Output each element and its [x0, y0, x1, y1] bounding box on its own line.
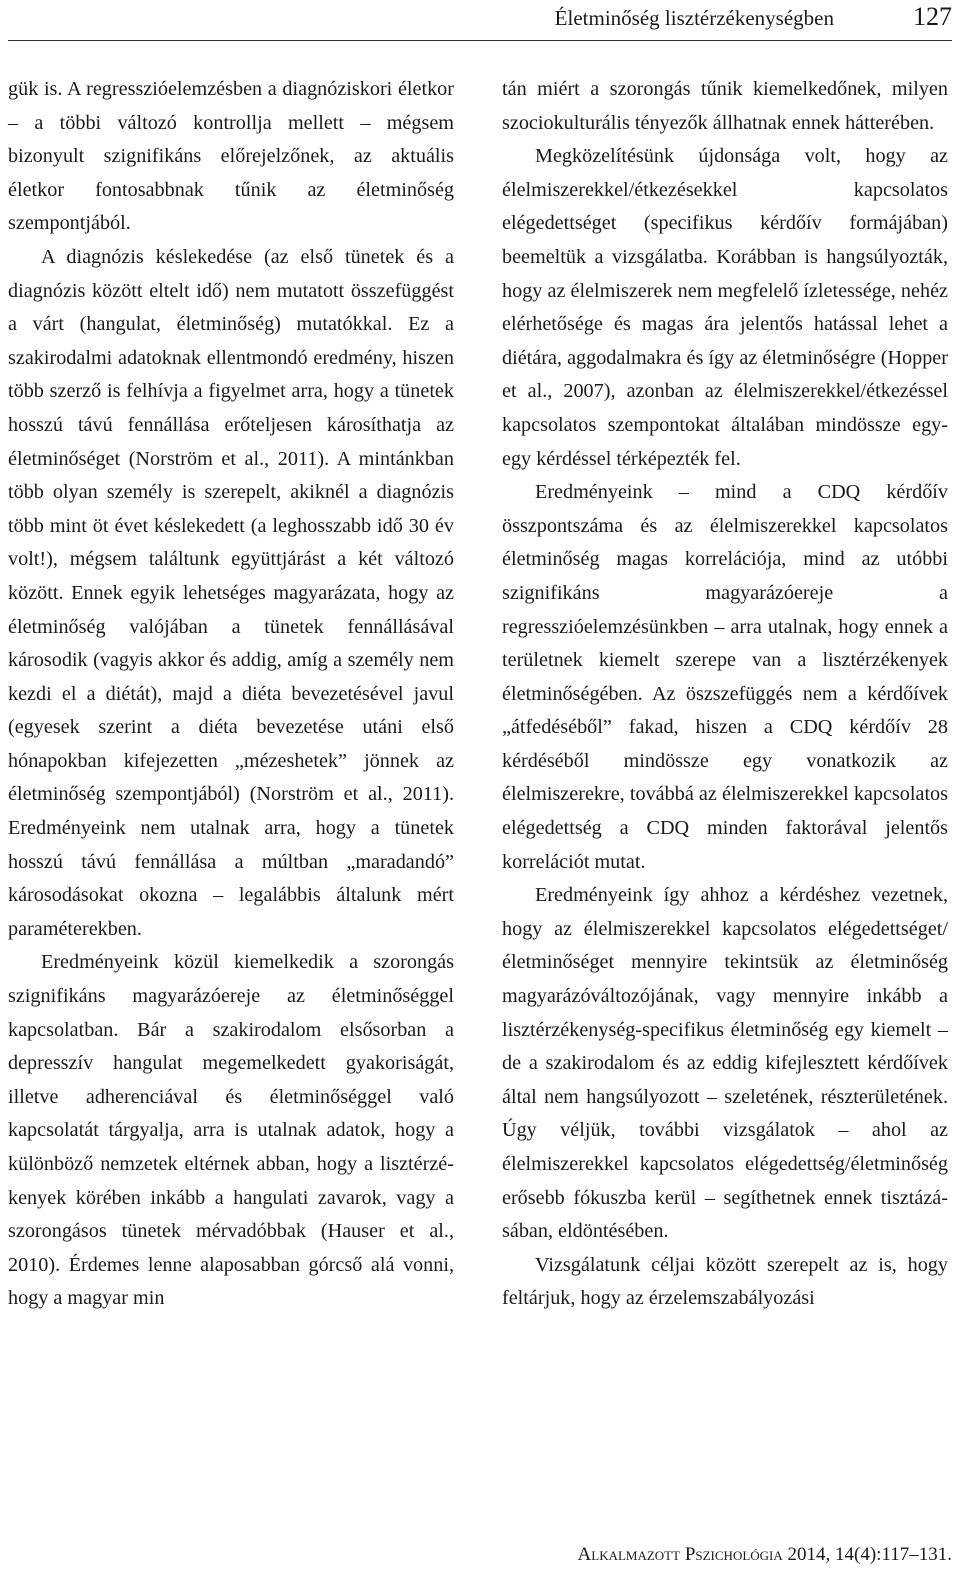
running-title: Életminőség lisztérzékenységben: [554, 6, 834, 30]
paragraph: A diagnózis késlekedése (az első tünetek és a diagnózis között eltelt idő) nem mutatott összefüggést a várt (hangulat, életminőség) mutatókkal. Ez a szakirodalmi adatoknak ellentmondó eredmény, hiszen több szerző is felhívja a figyelmet arra, hogy a tünetek hosszú távú fennállása erőteljesen károsíthatja az életminőséget (Norström et al., 2011). A mintánkban több olyan személy is szerepelt, akiknél a diagnózis több mint öt évet késlekedett (a leghosszabb idő 30 év volt!), mégsem találtunk együttjárást a két változó között. Ennek egyik lehetséges magyarázata, hogy az életminőség valójában a tünetek fennállásával károsodik (vagyis akkor és addig, amíg a személy nem kezdi el a diétát), majd a diéta bevezetésével javul (egyesek szerint a diéta bevezetése utáni első hónapokban kifejezetten „mézeshetek” jönnek az életminőség szempontjából) (Norström et al., 2011). Eredményeink nem utalnak arra, hogy a tünetek hosszú távú fennállása a múltban „maradandó” károsodásokat okozna – legalábbis általunk mért paraméterekben.: [8, 245, 454, 940]
paragraph: Megközelítésünk újdonsága volt, hogy az élelmiszerekkel/étkezésekkel kapcsolatos elégedettséget (specifikus kérdőív formájában) beemeltük a vizsgálatba. Korábban is hangsúlyozták, hogy az élelmiszerek nem megfelelő ízletessége, nehéz elérhetősége és magas ára jelentős hatással lehet a diétára, aggodalmakra és így az életminőségre (Hopper et al., 2007), azonban az élelmiszerekkel/étkezéssel kapcsolatos szempontokat általában mindössze egy-egy kérdéssel térképezték fel.: [502, 145, 948, 470]
paragraph: gük is. A regresszióelemzésben a diagnóziskori életkor – a többi változó kontrollja mellett – mégsem bizonyult szignifikáns előrejelzőnek, az aktuális életkor fontosabbnak tűnik az életminőség szempontjából.: [8, 78, 454, 235]
paragraph: Eredményeink közül kiemelkedik a szorongás szignifikáns magyarázóereje az életminőséggel kapcsolatban. Bár a szakirodalom elsősorban a depresszív hangulat megemelkedett gyakoriságát, illetve adherenciával és életminőséggel való kapcsolatát tárgyalja, arra is utalnak adatok, hogy a különböző nemzetek eltérnek abban, hogy a lisztérzékenyek körében inkább a hangulati zavarok, vagy a szorongásos tünetek mérvadóbbak (Hauser et al., 2010). Érdemes lenne alaposabban górcső alá vonni, hogy a magyar min: [8, 951, 454, 1310]
paragraph: tán miért a szorongás tűnik kiemelkedőnek, milyen szociokulturális tényezők állhatnak ennek hátterében.: [502, 78, 948, 134]
journal-citation: Alkalmazott Pszichológia 2014, 14(4):117–131.: [577, 1544, 952, 1565]
paragraph: Eredményeink – mind a CDQ kérdőív összpontszáma és az élelmiszerekkel kapcsolatos életminőség magas korrelációja, mind az utóbbi szignifikáns magyarázóereje a regresszióelemzésünkben – arra utalnak, hogy ennek a területnek kiemelt szerepe van a lisztérzékenyek életminőségében. Az öszszefüggés nem a kérdőívek „átfedéséből” fakad, hiszen a CDQ kérdőív 28 kérdéséből mindössze egy vonatkozik az élelmiszerekre, továbbá az élelmiszerekkel kapcsolatos elégedettség a CDQ minden faktorával jelentős korrelációt mutat.: [502, 481, 948, 873]
paragraph: Eredményeink így ahhoz a kérdéshez vezetnek, hogy az élelmiszerekkel kapcsolatos elégedettséget/életminőséget mennyire tekintsük az életminőség magyarázóváltozójának, vagy mennyire inkább a lisztérzékenység-specifikus életminőség egy kiemelt – de a szakirodalom és az eddig kifejlesztett kérdőívek által nem hangsúlyozott – szeletének, részterületének. Úgy véljük, további vizsgálatok – ahol az élelmiszerekkel kapcsolatos elégedettség/életminőség erősebb fókuszba kerül – segíthetnek ennek tisztázásában, eldöntésében.: [502, 884, 948, 1243]
paragraph: Vizsgálatunk céljai között szerepelt az is, hogy feltárjuk, hogy az érzelemszabályozási: [502, 1253, 948, 1310]
page-number: 127: [913, 2, 952, 31]
running-header: [8, 0, 952, 41]
right-column: [502, 73, 948, 1316]
left-column: [8, 73, 454, 1316]
